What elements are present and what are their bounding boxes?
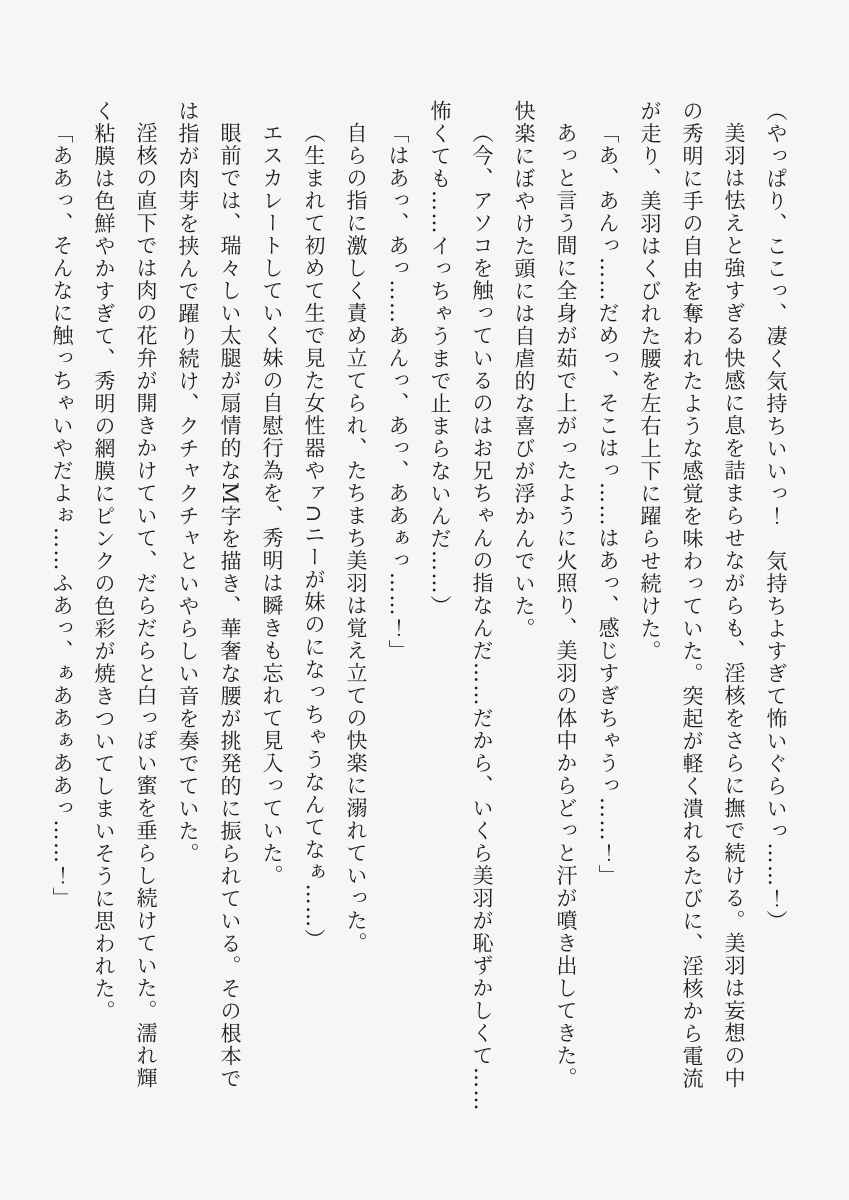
text-line: （今、アソコを触っているのはお兄ちゃんの指なんだ……だから、いくら美羽が恥ずかしくて…… xyxy=(470,122,494,1112)
vertical-text-block xyxy=(41,100,797,1112)
text-line: 快楽にぼやけた頭には自虐的な喜びが浮かんでいた。 xyxy=(512,100,536,640)
text-line: が走り、美羽はくびれた腰を左右上下に躍らせ続けた。 xyxy=(638,100,662,663)
text-line: 自らの指に激しく責め立てられ、たちまち美羽は覚え立ての快楽に溺れていった。 xyxy=(344,122,368,955)
text-line: の秀明に手の自由を奪われたような感覚を味わっていた。突起が軽く潰れるたびに、淫核から電流 xyxy=(680,100,704,1090)
text-line: 淫核の直下では肉の花弁が開きかけていて、だらだらと白っぽい蜜を垂らし続けていた。濡れ輝 xyxy=(134,122,158,1090)
text-line: 美羽は怯えと強すぎる快感に息を詰まらせながらも、淫核をさらに撫で続ける。美羽は妄想の中 xyxy=(722,122,746,1090)
text-line: エスカレートしていく妹の自慰行為を、秀明は瞬きも忘れて見入っていた。 xyxy=(260,122,284,887)
text-line: あっと言う間に全身が茹で上がったように火照り、美羽の体中からどっと汗が噴き出してきた。 xyxy=(554,122,578,1090)
text-line: く粘膜は色鮮やかすぎて、秀明の網膜にピンクの色彩が焼きついてしまいそうに思われた。 xyxy=(92,100,116,1023)
text-line: 「ああっ、そんなに触っちゃいやだよぉ……ふあっ、ぁああぁああっ……！」 xyxy=(50,122,74,910)
text-line: （生まれて初めて生で見た女性器やァ∩ニーが妹のになっちゃうなんてなぁ……） xyxy=(302,122,326,952)
text-line: （やっぱり、ここっ、凄く気持ちいいっ！ 気持ちよすぎて怖いぐらいっ……！） xyxy=(764,100,788,933)
text-line: は指が肉芽を挟んで躍り続け、クチャクチャといやらしい音を奏でていた。 xyxy=(176,100,200,865)
text-line: 怖くても……イっちゃうまで止まらないんだ……） xyxy=(428,100,452,618)
text-line: 「あ、あんっ……だめっ、そこはっ……はあっ、感じすぎちゃうっ……！」 xyxy=(596,122,620,887)
text-line: 眼前では、瑞々しい太腿が扇情的なM字を描き、華奢な腰が挑発的に振られている。その根本で xyxy=(218,122,242,1091)
text-line: 「はあっ、あっ……あんっ、あっ、ああぁっ……！」 xyxy=(386,122,410,662)
